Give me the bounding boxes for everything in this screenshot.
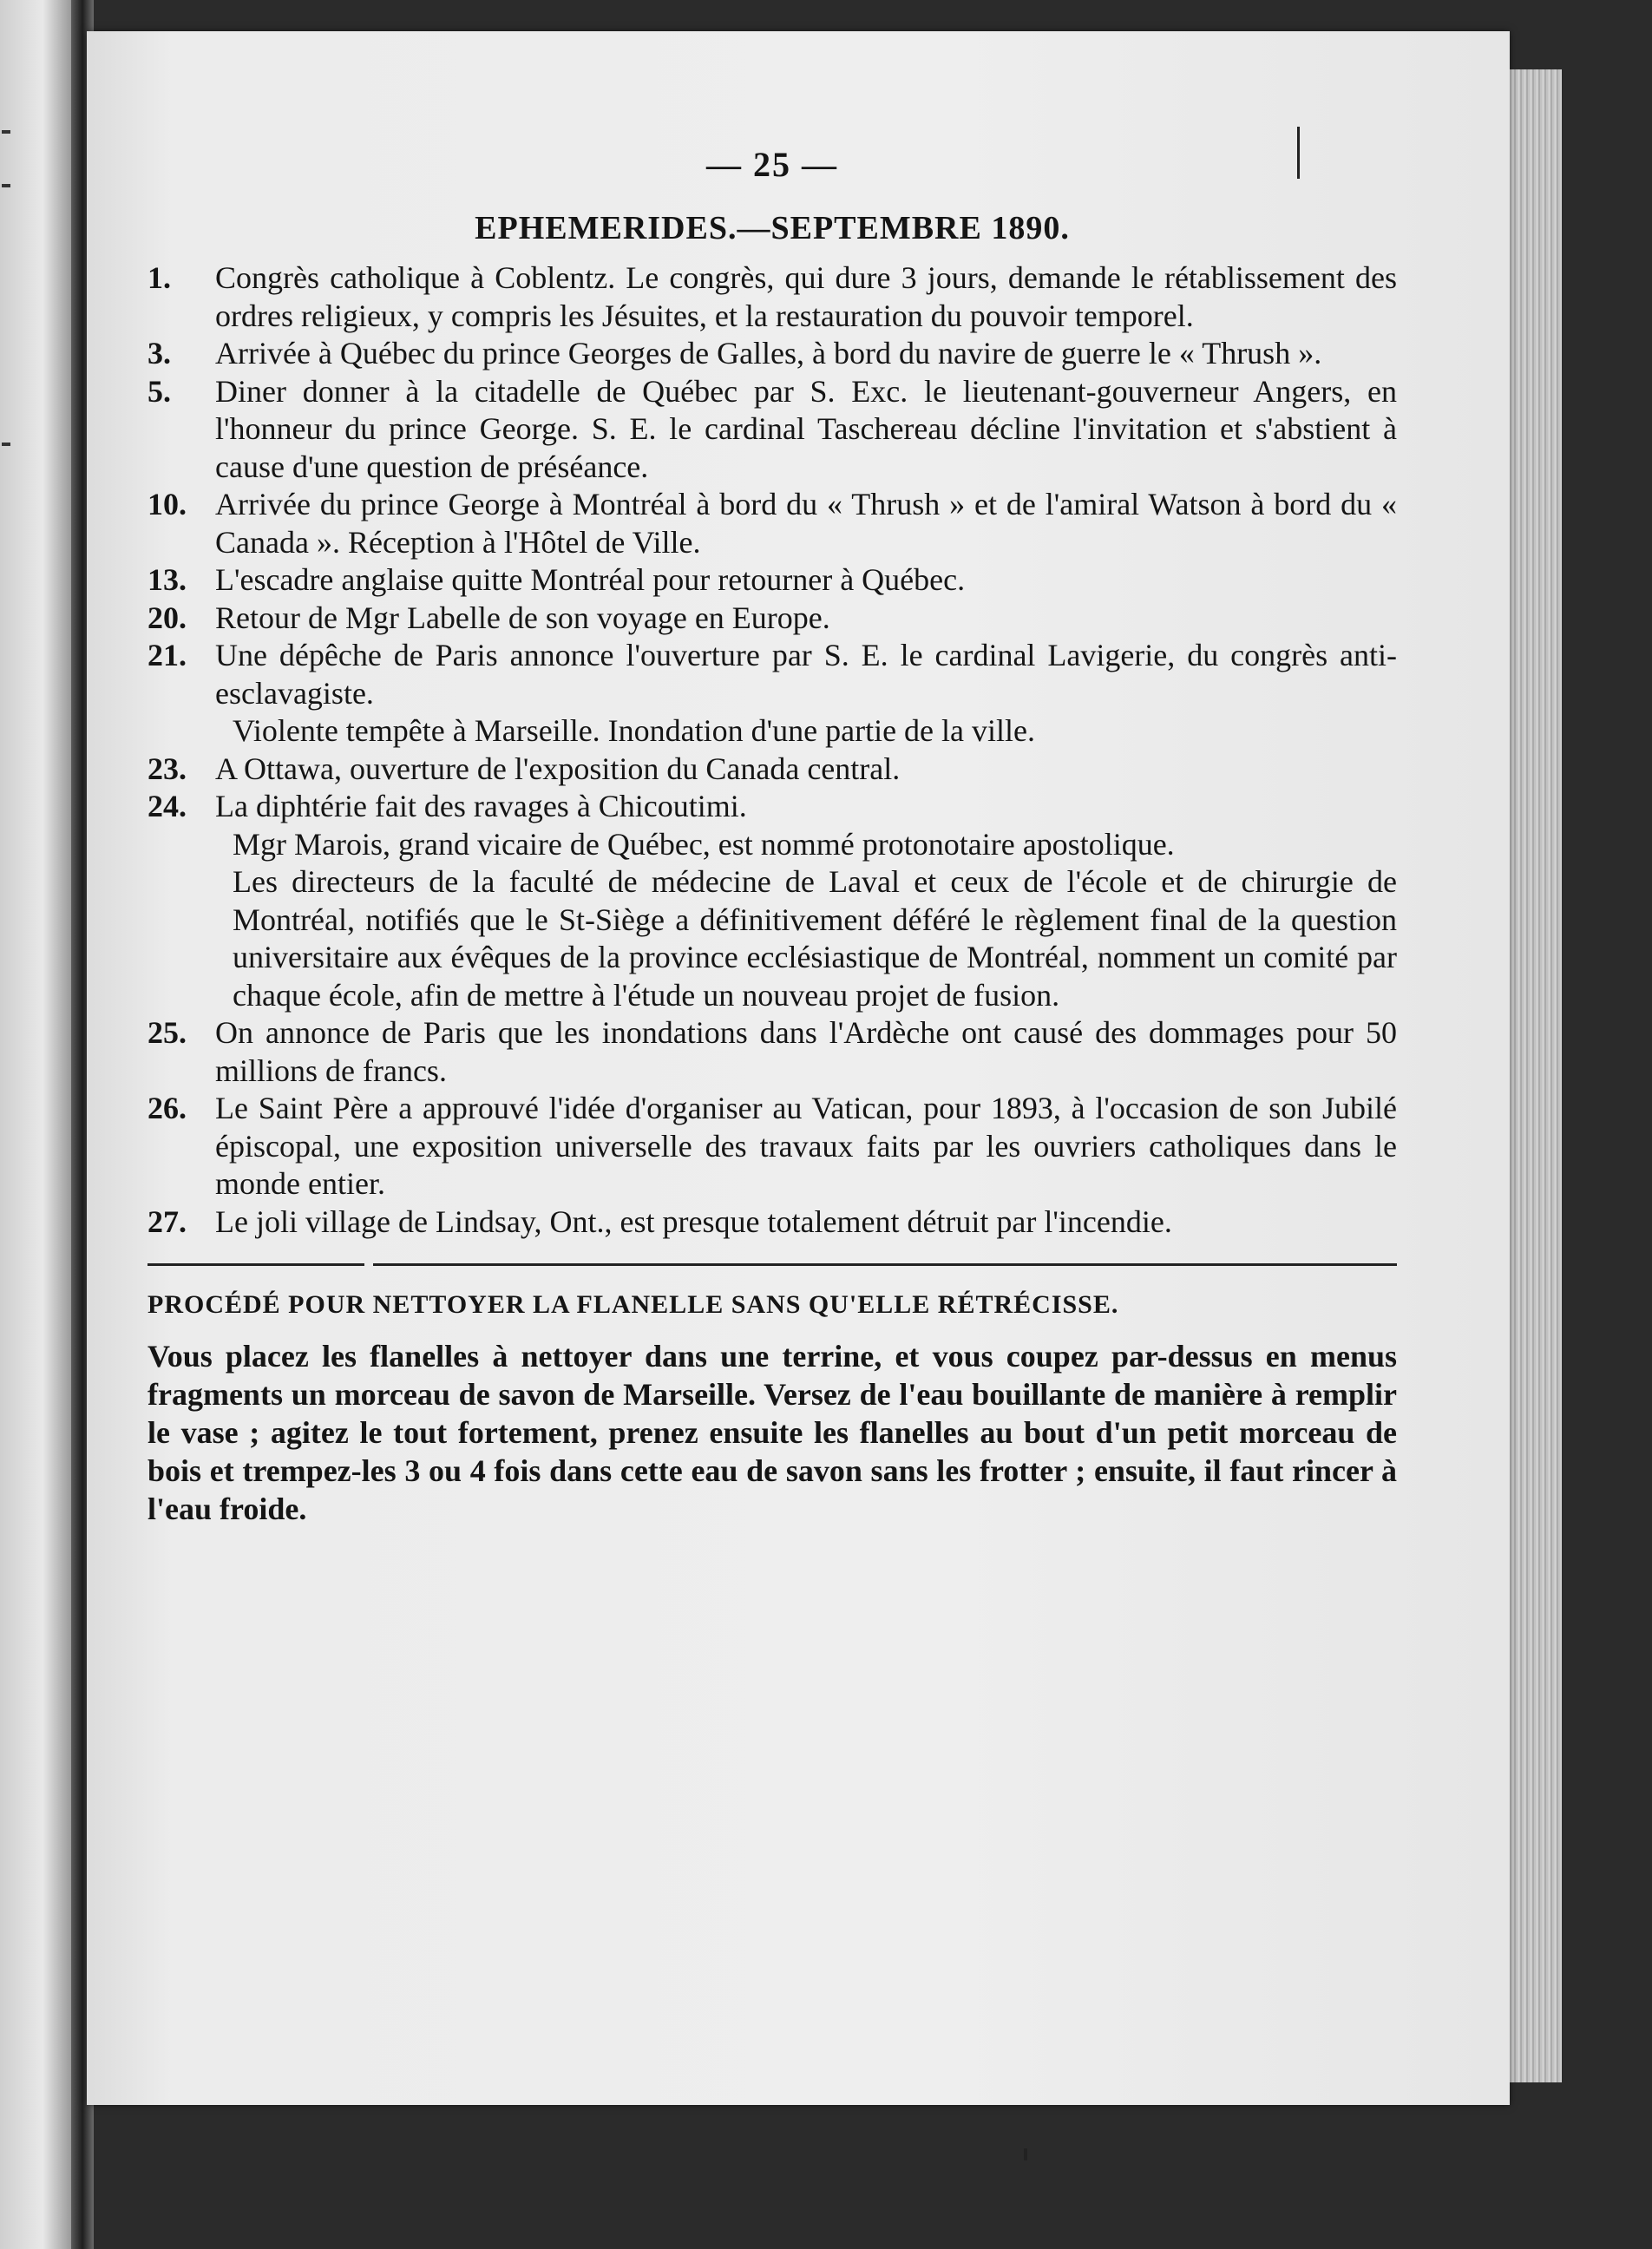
ephemeris-entry: [148, 259, 1397, 335]
ephemeris-entry: [148, 788, 1397, 826]
entry-day: [148, 863, 215, 1014]
section-title: EPHEMERIDES.—SEPTEMBRE 1890.: [475, 210, 1070, 246]
entry-day: 23.: [148, 751, 187, 786]
ephemeris-entry: [148, 486, 1397, 561]
recipe-body: Vous placez les flanelles à nettoyer dans une terrine, et vous coupez par-dessus en menus fragments un morceau de savon de Marseille. Versez de l'eau bouillante de manière à remplir le vase ; agitez le tout fortement, prenez ensuite les flanelles au bout d'un petit morceau de bois et trempez-les 3 ou 4 fois dans cette eau de savon sans les frotter ; ensuite, il faut rincer à l'eau froide.: [148, 1339, 1397, 1526]
entry-day: [148, 826, 215, 864]
left-page-mark: [2, 443, 10, 446]
entry-text: L'escadre anglaise quitte Montréal pour retourner à Québec.: [215, 562, 966, 597]
entry-text: Arrivée du prince George à Montréal à bord du « Thrush » et de l'amiral Watson à bord du « Canada ». Réception à l'Hôtel de Ville.: [215, 487, 1397, 560]
ephemeris-entry: [148, 826, 1397, 864]
ephemeris-entry: [148, 1090, 1397, 1203]
ephemeris-entry: [148, 335, 1397, 373]
entry-text: La diphtérie fait des ravages à Chicoutimi.: [215, 789, 747, 823]
section-divider: [148, 1263, 1397, 1266]
entry-text: A Ottawa, ouverture de l'exposition du Canada central.: [215, 751, 901, 786]
ephemeris-entry: [148, 561, 1397, 600]
entry-text: Violente tempête à Marseille. Inondation d'une partie de la ville.: [233, 713, 1035, 748]
recipe-title: PROCÉDÉ POUR NETTOYER LA FLANELLE SANS QU'ELLE RÉTRÉCISSE.: [148, 1290, 1119, 1319]
entry-day: 27.: [148, 1203, 187, 1239]
ephemeris-entry: [148, 1014, 1397, 1090]
book-page: [87, 31, 1510, 2105]
entry-text: Retour de Mgr Labelle de son voyage en Europe.: [215, 600, 830, 635]
entry-text: On annonce de Paris que les inondations dans l'Ardèche ont causé des dommages pour 50 millions de francs.: [215, 1015, 1397, 1088]
left-page-mark: [2, 130, 10, 134]
entry-text: Arrivée à Québec du prince Georges de Galles, à bord du navire de guerre le « Thrush ».: [215, 336, 1322, 370]
entry-day: 26.: [148, 1091, 187, 1125]
entry-text: Diner donner à la citadelle de Québec par S. Exc. le lieutenant-gouverneur Angers, en l'honneur du prince George. S. E. le cardinal Taschereau décline l'invitation et s'abstient à cause d'une question de préséance.: [215, 373, 1397, 484]
entry-day: 21.: [148, 638, 187, 672]
divider-segment: [373, 1263, 1397, 1266]
ephemeris-entry: [148, 373, 1397, 487]
left-page-edge: [0, 0, 71, 2249]
entry-day: [148, 712, 215, 751]
page-content: [148, 144, 1397, 1528]
ephemeris-entry: [148, 637, 1397, 712]
ephemeris-entry: [148, 751, 1397, 789]
entry-day: 13.: [148, 562, 187, 597]
ephemeris-entry: [148, 600, 1397, 638]
entry-text: Une dépêche de Paris annonce l'ouverture par S. E. le cardinal Lavigerie, du congrès anti-esclavagiste.: [215, 638, 1397, 711]
stray-mark: [1024, 2148, 1027, 2160]
entry-text: Congrès catholique à Coblentz. Le congrès, qui dure 3 jours, demande le rétablissement des ordres religieux, y compris les Jésuites, et la restauration du pouvoir temporel.: [215, 260, 1397, 333]
ephemerides-list: [148, 259, 1397, 1241]
entry-day: 24.: [148, 789, 187, 823]
entry-day: 25.: [148, 1015, 187, 1050]
divider-segment: [148, 1263, 364, 1266]
entry-text: Mgr Marois, grand vicaire de Québec, est nommé protonotaire apostolique.: [233, 826, 1175, 862]
ephemeris-entry: [148, 712, 1397, 751]
ephemeris-entry: [148, 1203, 1397, 1242]
entry-day: 3.: [148, 336, 171, 370]
ephemeris-entry: [148, 863, 1397, 1014]
entry-day: 5.: [148, 373, 171, 409]
entry-day: 20.: [148, 600, 187, 635]
entry-day: 1.: [148, 260, 171, 295]
entry-day: 10.: [148, 487, 187, 521]
entry-text: Le joli village de Lindsay, Ont., est presque totalement détruit par l'incendie.: [215, 1203, 1172, 1239]
left-page-mark: [2, 184, 10, 187]
entry-text: Les directeurs de la faculté de médecine de Laval et ceux de l'école et de chirurgie de Montréal, notifiés que le St-Siège a définitivement déféré le règlement final de la question universitaire aux évêques de la province ecclésiastique de Montréal, nomment un comité par chaque école, afin de mettre à l'étude un nouveau projet de fusion.: [233, 864, 1397, 1013]
entry-text: Le Saint Père a approuvé l'idée d'organiser au Vatican, pour 1893, à l'occasion de son Jubilé épiscopal, une exposition universelle des travaux faits par les ouvriers catholiques dans le monde entier.: [215, 1091, 1397, 1201]
page-number: — 25 —: [706, 145, 838, 184]
